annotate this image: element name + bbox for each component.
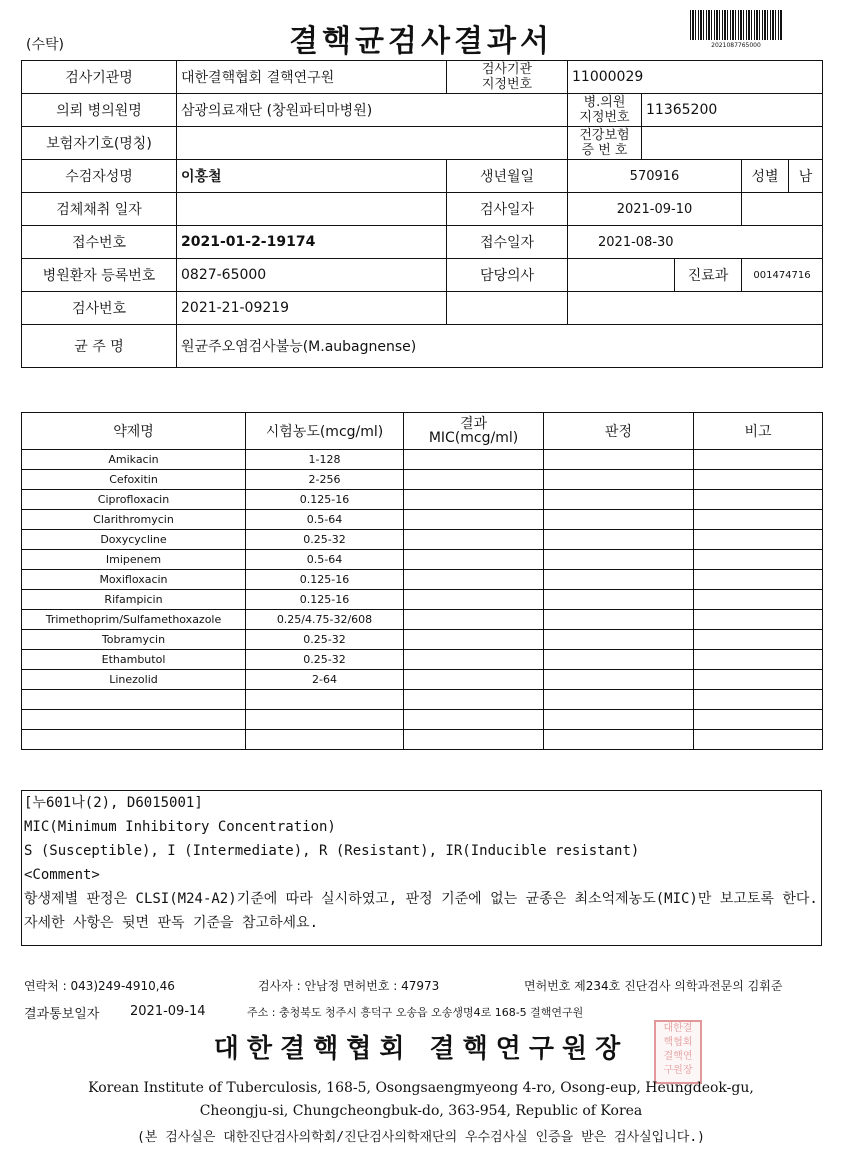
- receipt-date-value: 2021-08-30: [568, 226, 823, 259]
- drug-result: [404, 450, 544, 470]
- drug-judgement: [544, 670, 694, 690]
- drug-judgement: [544, 450, 694, 470]
- doctor-value: [568, 259, 675, 292]
- collection-date-value: [177, 193, 447, 226]
- empty-cell: [447, 292, 568, 325]
- header-remark: 비고: [694, 413, 823, 450]
- drug-remark: [694, 730, 823, 750]
- test-number-label: 검사번호: [22, 292, 177, 325]
- document-title: 결핵균검사결과서: [289, 24, 553, 59]
- drug-remark: [694, 710, 823, 730]
- sex-value: 남: [789, 160, 823, 193]
- drug-name: [22, 730, 246, 750]
- header-judgement: 판정: [544, 413, 694, 450]
- table-row: [22, 710, 823, 730]
- contact-info: 연락처 : 043)249-4910,46: [24, 979, 175, 993]
- insurance-card-label: 건강보험 증 번 호: [568, 127, 642, 160]
- table-row: [22, 550, 823, 570]
- drug-result: [404, 670, 544, 690]
- drug-remark: [694, 530, 823, 550]
- hospital-name-label: 의뢰 병의원명: [22, 94, 177, 127]
- insurance-label: 보험자기호(명칭): [22, 127, 177, 160]
- insurance-value: [177, 127, 568, 160]
- hospital-code-label: 병.의원 지정번호: [568, 94, 642, 127]
- specialist-info: 면허번호 제234호 진단검사 의학과전문의 김휘준: [524, 979, 783, 993]
- table-row: [22, 450, 823, 470]
- drug-name: [22, 710, 246, 730]
- note-mic: MIC(Minimum Inhibitory Concentration): [24, 819, 336, 835]
- address-english-line2: Cheongju-si, Chungcheongbuk-do, 363-954, Republic of Korea: [199, 1103, 643, 1119]
- drug-result: [404, 510, 544, 530]
- sex-label: 성별: [742, 160, 789, 193]
- receipt-date-label: 접수일자: [447, 226, 568, 259]
- drug-susceptibility-table: [21, 412, 823, 750]
- notify-date-value: 2021-09-14: [130, 1004, 206, 1019]
- drug-remark: [694, 630, 823, 650]
- drug-concentration: 0.5-64: [246, 550, 404, 570]
- drug-concentration: 0.25-32: [246, 630, 404, 650]
- receipt-number-value: 2021-01-2-19174: [177, 226, 447, 259]
- drug-concentration: 0.125-16: [246, 570, 404, 590]
- drug-remark: [694, 470, 823, 490]
- header-drug: 약제명: [22, 413, 246, 450]
- drug-remark: [694, 590, 823, 610]
- drug-result: [404, 470, 544, 490]
- note-legend: S (Susceptible), I (Intermediate), R (Resistant), IR(Inducible resistant): [24, 843, 640, 859]
- drug-judgement: [544, 610, 694, 630]
- drug-remark: [694, 570, 823, 590]
- table-row: [22, 590, 823, 610]
- receipt-number-label: 접수번호: [22, 226, 177, 259]
- copy-label: (수탁): [26, 37, 64, 53]
- drug-result: [404, 650, 544, 670]
- certification-note: (본 검사실은 대한진단검사의학회/진단검사의학재단의 우수검사실 인증을 받은 검사실입니다.): [136, 1130, 706, 1145]
- drug-result: [404, 630, 544, 650]
- organism-label: 균 주 명: [22, 325, 177, 368]
- drug-result: [404, 590, 544, 610]
- note-comment: 항생제별 판정은 CLSI(M24-A2)기준에 따라 실시하였고, 판정 기준에 없는 균종은 최소억제농도(MIC)만 보고토록 한다. 자세한 사항은 뒷면 판독 기준을 참고하세요.: [24, 891, 818, 931]
- drug-concentration: 0.25-32: [246, 530, 404, 550]
- table-row: [22, 610, 823, 630]
- drug-judgement: [544, 730, 694, 750]
- birth-date-label: 생년월일: [447, 160, 568, 193]
- lab-name-label: 검사기관명: [22, 61, 177, 94]
- drug-result: [404, 610, 544, 630]
- table-row: [22, 730, 823, 750]
- notes-box: [21, 790, 822, 946]
- drug-name: Rifampicin: [22, 590, 246, 610]
- drug-judgement: [544, 690, 694, 710]
- patient-info-table: [21, 60, 823, 368]
- drug-remark: [694, 490, 823, 510]
- drug-result: [404, 570, 544, 590]
- drug-result: [404, 490, 544, 510]
- drug-concentration: 0.125-16: [246, 490, 404, 510]
- drug-name: Moxifloxacin: [22, 570, 246, 590]
- drug-name: [22, 690, 246, 710]
- drug-name: Imipenem: [22, 550, 246, 570]
- drug-name: Amikacin: [22, 450, 246, 470]
- drug-name: Clarithromycin: [22, 510, 246, 530]
- table-row: [22, 470, 823, 490]
- empty-cell: [568, 292, 823, 325]
- lab-code-label: 검사기관 지정번호: [447, 61, 568, 94]
- drug-name: Cefoxitin: [22, 470, 246, 490]
- table-row: [22, 570, 823, 590]
- drug-concentration: 1-128: [246, 450, 404, 470]
- table-row: [22, 650, 823, 670]
- drug-judgement: [544, 530, 694, 550]
- drug-result: [404, 710, 544, 730]
- drug-remark: [694, 650, 823, 670]
- drug-concentration: 0.25/4.75-32/608: [246, 610, 404, 630]
- drug-result: [404, 690, 544, 710]
- drug-concentration: [246, 710, 404, 730]
- institute-name: 대한결핵협회 결핵연구원장: [213, 1034, 629, 1064]
- registration-number-label: 병원환자 등록번호: [22, 259, 177, 292]
- patient-name-value: 이홍철: [177, 160, 447, 193]
- drug-concentration: 2-256: [246, 470, 404, 490]
- barcode-image: [690, 10, 782, 40]
- barcode-number: 2021087765000: [711, 42, 761, 49]
- drug-remark: [694, 690, 823, 710]
- drug-concentration: [246, 690, 404, 710]
- lab-name-value: 대한결핵협회 결핵연구원: [177, 61, 447, 94]
- test-date-label: 검사일자: [447, 193, 568, 226]
- drug-judgement: [544, 710, 694, 730]
- drug-result: [404, 730, 544, 750]
- drug-judgement: [544, 650, 694, 670]
- notify-date-label: 결과통보일자: [24, 1007, 100, 1022]
- table-row: [22, 690, 823, 710]
- drug-judgement: [544, 470, 694, 490]
- examiner-info: 검사자 : 안남정 면허번호 : 47973: [258, 979, 440, 993]
- doctor-label: 담당의사: [447, 259, 568, 292]
- drug-judgement: [544, 630, 694, 650]
- drug-judgement: [544, 490, 694, 510]
- drug-name: Ethambutol: [22, 650, 246, 670]
- table-row: [22, 670, 823, 690]
- test-number-value: 2021-21-09219: [177, 292, 447, 325]
- drug-remark: [694, 550, 823, 570]
- drug-concentration: 0.5-64: [246, 510, 404, 530]
- drug-name: Doxycycline: [22, 530, 246, 550]
- address-korean: 주소 : 충청북도 청주시 흥덕구 오송읍 오송생명4로 168-5 결핵연구원: [247, 1006, 584, 1019]
- address-english-line1: Korean Institute of Tuberculosis, 168-5, Osongsaengmyeong 4-ro, Osong-eup, Heungdeok-gu,: [88, 1080, 754, 1096]
- insurance-card-value: [642, 127, 823, 160]
- registration-number-value: 0827-65000: [177, 259, 447, 292]
- empty-cell: [742, 193, 823, 226]
- drug-result: [404, 530, 544, 550]
- drug-name: Trimethoprim/Sulfamethoxazole: [22, 610, 246, 630]
- drug-remark: [694, 450, 823, 470]
- collection-date-label: 검체채취 일자: [22, 193, 177, 226]
- table-row: [22, 510, 823, 530]
- note-comment-heading: <Comment>: [24, 867, 100, 883]
- department-value: 001474716: [742, 259, 823, 292]
- table-row: [22, 490, 823, 510]
- drug-judgement: [544, 590, 694, 610]
- drug-judgement: [544, 570, 694, 590]
- drug-remark: [694, 610, 823, 630]
- drug-result: [404, 550, 544, 570]
- drug-remark: [694, 510, 823, 530]
- test-date-value: 2021-09-10: [568, 193, 742, 226]
- hospital-code-value: 11365200: [642, 94, 823, 127]
- header-concentration: 시험농도(mcg/ml): [246, 413, 404, 450]
- organism-value: 원균주오염검사불능(M.aubagnense): [177, 325, 823, 368]
- drug-concentration: [246, 730, 404, 750]
- lab-code-value: 11000029: [568, 61, 823, 94]
- birth-date-value: 570916: [568, 160, 742, 193]
- official-seal: 대한결 핵협회 결핵연 구원장: [654, 1020, 702, 1084]
- drug-remark: [694, 670, 823, 690]
- patient-name-label: 수검자성명: [22, 160, 177, 193]
- drug-judgement: [544, 550, 694, 570]
- drug-name: Linezolid: [22, 670, 246, 690]
- drug-name: Ciprofloxacin: [22, 490, 246, 510]
- drug-concentration: 2-64: [246, 670, 404, 690]
- note-code: [누601나(2), D6015001]: [24, 795, 203, 811]
- drug-concentration: 0.25-32: [246, 650, 404, 670]
- header-result: 결과 MIC(mcg/ml): [404, 413, 544, 450]
- table-row: [22, 530, 823, 550]
- hospital-name-value: 삼광의료재단 (창원파티마병원): [177, 94, 568, 127]
- drug-judgement: [544, 510, 694, 530]
- table-row: [22, 630, 823, 650]
- drug-concentration: 0.125-16: [246, 590, 404, 610]
- department-label: 진료과: [675, 259, 742, 292]
- drug-name: Tobramycin: [22, 630, 246, 650]
